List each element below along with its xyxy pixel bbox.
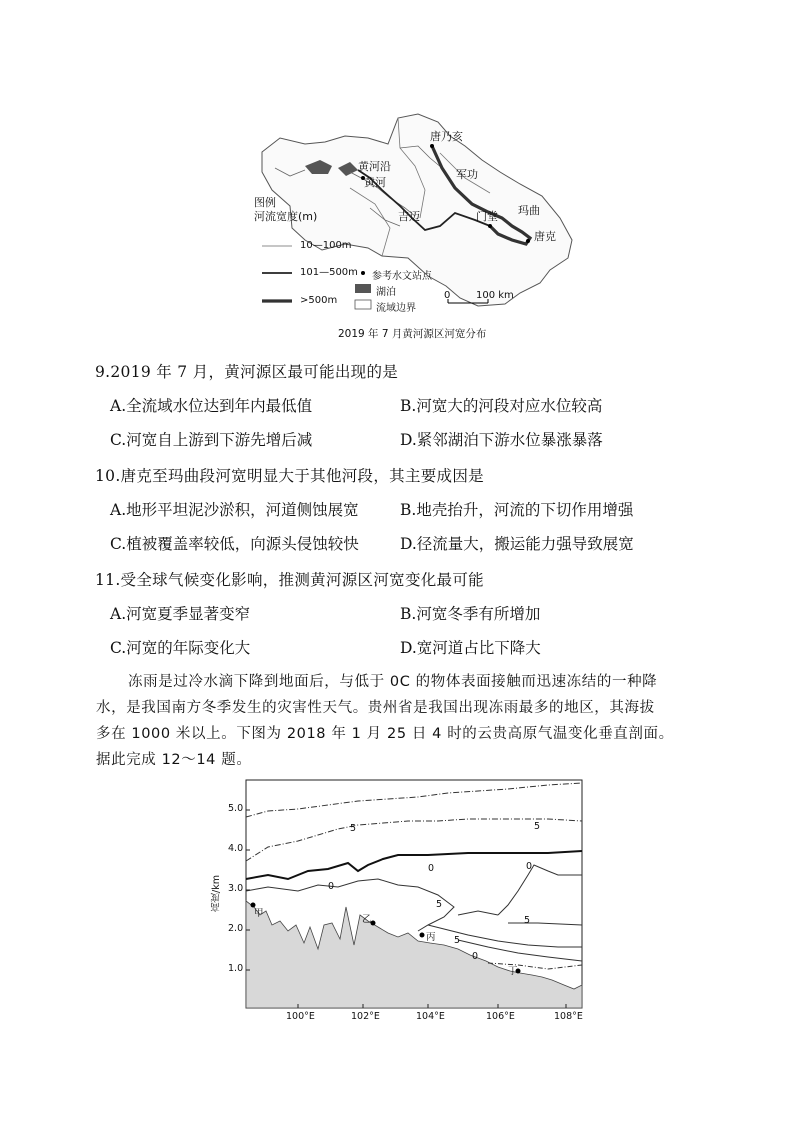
question-9-option-c[interactable]: C.河宽自上游到下游先增后减 bbox=[110, 431, 313, 449]
scale-km: 100 km bbox=[476, 290, 514, 301]
passage-line-2: 水，是我国南方冬季发生的灾害性天气。贵州省是我国出现冻雨最多的地区，其海拔 bbox=[96, 700, 655, 716]
question-9-option-b[interactable]: B.河宽大的河段对应水位较高 bbox=[400, 397, 603, 415]
point-yi: 乙 bbox=[362, 914, 372, 925]
question-9-option-d[interactable]: D.紧邻湖泊下游水位暴涨暴落 bbox=[400, 431, 603, 449]
contour-label: 5 bbox=[436, 899, 443, 910]
cross-section-figure bbox=[208, 775, 588, 1030]
question-11-stem: 11.受全球气候变化影响，推测黄河源区河宽变化最可能 bbox=[95, 571, 484, 589]
temperature-cross-section bbox=[208, 775, 588, 1030]
label-huanghe: 黄河 bbox=[364, 176, 386, 189]
question-11-option-a[interactable]: A.河宽夏季显著变窄 bbox=[110, 605, 251, 623]
legend-subtitle: 河流宽度(m) bbox=[254, 210, 318, 223]
y-axis-label: 高度/km bbox=[211, 875, 222, 912]
question-9-stem: 9.2019 年 7 月，黄河源区最可能出现的是 bbox=[95, 363, 399, 381]
label-tangnaihai: 唐乃亥 bbox=[430, 130, 463, 143]
question-10-option-c[interactable]: C.植被覆盖率较低，向源头侵蚀较快 bbox=[110, 535, 359, 553]
legend-width-3: >500m bbox=[300, 295, 338, 306]
legend-width-2: 101—500m bbox=[300, 267, 358, 278]
contour-label: 5 bbox=[454, 935, 461, 946]
y-tick-4: 4.0 bbox=[228, 843, 244, 854]
passage-line-3: 多在 1000 米以上。下图为 2018 年 1 月 25 日 4 时的云贵高原气温变化垂直剖面。 bbox=[96, 726, 674, 742]
contour-label: 5 bbox=[350, 823, 357, 834]
point-bing: 丙 bbox=[426, 932, 436, 943]
question-10-option-a[interactable]: A.地形平坦泥沙淤积，河道侧蚀展宽 bbox=[110, 501, 359, 519]
question-9-option-a[interactable]: A.全流域水位达到年内最低值 bbox=[110, 397, 313, 415]
question-11-option-c[interactable]: C.河宽的年际变化大 bbox=[110, 639, 251, 657]
y-tick-3: 3.0 bbox=[228, 883, 244, 894]
map-caption: 2019 年 7 月黄河源区河宽分布 bbox=[338, 328, 487, 340]
label-jimai: 吉迈 bbox=[398, 210, 420, 223]
legend-lake: 湖泊 bbox=[376, 287, 396, 298]
passage-line-4: 据此完成 12～14 题。 bbox=[96, 752, 252, 768]
y-tick-5: 5.0 bbox=[228, 803, 244, 814]
y-tick-1: 1.0 bbox=[228, 963, 244, 974]
map-figure bbox=[250, 108, 590, 348]
contour-label: 0 bbox=[328, 881, 335, 892]
scale-zero: 0 bbox=[444, 290, 451, 301]
contour-label: 0 bbox=[526, 861, 533, 872]
legend-boundary: 流域边界 bbox=[376, 303, 416, 314]
label-jungong: 军功 bbox=[456, 168, 478, 181]
x-tick-106: 106°E bbox=[486, 1011, 515, 1022]
x-tick-108: 108°E bbox=[554, 1011, 583, 1022]
label-mentang: 门堂 bbox=[476, 210, 498, 223]
legend-title: 图例 bbox=[254, 196, 276, 209]
contour-label: 0 bbox=[472, 951, 479, 962]
legend-width-1: 10—100m bbox=[300, 240, 352, 251]
point-ding: 丁 bbox=[508, 966, 518, 977]
point-jia: 甲 bbox=[254, 908, 264, 919]
question-11-option-b[interactable]: B.河宽冬季有所增加 bbox=[400, 605, 541, 623]
x-tick-104: 104°E bbox=[416, 1011, 445, 1022]
question-10-option-b[interactable]: B.地壳抬升，河流的下切作用增强 bbox=[400, 501, 634, 519]
legend-station: 参考水文站点 bbox=[372, 271, 432, 282]
contour-label: 5 bbox=[534, 821, 541, 832]
question-10-stem: 10.唐克至玛曲段河宽明显大于其他河段，其主要成因是 bbox=[95, 467, 484, 485]
label-maqu: 玛曲 bbox=[518, 204, 540, 217]
passage-line-1: 冻雨是过冷水滴下降到地面后，与低于 0C 的物体表面接触而迅速冻结的一种降 bbox=[128, 674, 658, 690]
question-11-option-d[interactable]: D.宽河道占比下降大 bbox=[400, 639, 541, 657]
x-tick-102: 102°E bbox=[351, 1011, 380, 1022]
contour-label: 0 bbox=[428, 863, 435, 874]
contour-label: 5 bbox=[524, 915, 531, 926]
label-tangke: 唐克 bbox=[534, 230, 556, 243]
label-huangheyan: 黄河沿 bbox=[358, 160, 391, 173]
question-10-option-d[interactable]: D.径流量大，搬运能力强导致展宽 bbox=[400, 535, 634, 553]
y-tick-2: 2.0 bbox=[228, 923, 244, 934]
x-tick-100: 100°E bbox=[286, 1011, 315, 1022]
